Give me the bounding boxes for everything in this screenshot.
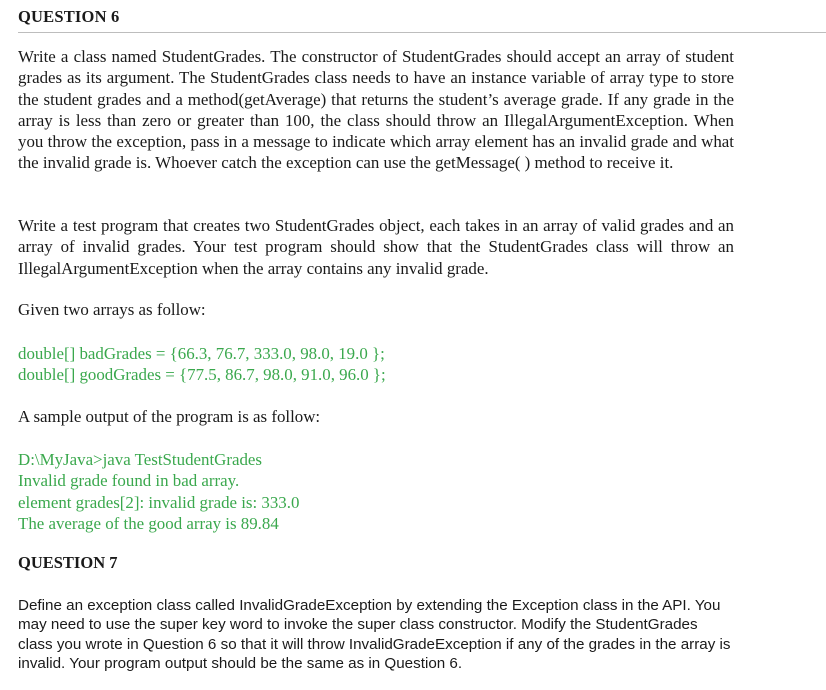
arrays-intro: Given two arrays as follow: (18, 300, 206, 319)
question-7-title: QUESTION 7 (18, 553, 118, 572)
code-block (18, 343, 734, 386)
sample-output-block (18, 449, 734, 534)
code-line-bad-grades: double[] badGrades = {66.3, 76.7, 333.0, 98.0, 19.0 }; (18, 344, 385, 363)
question-7-paragraph: Define an exception class called InvalidGradeException by extending the Exception class in the API. You may need to use the super key word to invoke the super class constructor. Modify the StudentGrades class you wrote in Question 6 so that it will throw InvalidGradeException if any of the grades in the array is invalid. Your program output should be the same as in Question 6. (18, 597, 731, 673)
code-line-good-grades: double[] goodGrades = {77.5, 86.7, 98.0, 91.0, 96.0 }; (18, 365, 386, 385)
output-line-average: The average of the good array is 89.84 (18, 513, 279, 533)
output-line-invalid-found: Invalid grade found in bad array. (18, 471, 240, 491)
question-6-title: QUESTION 6 (18, 0, 826, 33)
output-line-command: D:\MyJava>java TestStudentGrades (18, 450, 262, 469)
output-line-invalid-element: element grades[2]: invalid grade is: 333.0 (18, 492, 300, 512)
output-intro: A sample output of the program is as follow: (18, 407, 321, 426)
question-6-paragraph-1: Write a class named StudentGrades. The constructor of StudentGrades should accept an array of student grades as its argument. The StudentGrades class needs to have an instance variable of array type to store the student grades and a method(getAverage) that returns the student’s average grade. If any grade in the array is less than zero or greater than 100, the class should throw an IllegalArgumentException. When you throw the exception, pass in a message to indicate which array element has an invalid grade and what the invalid grade is. Whoever catch the exception can use the getMessage( ) method to receive it. (18, 47, 734, 173)
question-6-paragraph-2: Write a test program that creates two StudentGrades object, each takes in an array of valid grades and an array of invalid grades. Your test program should show that the StudentGrades class will throw an IllegalArgumentException when the array contains any invalid grade. (18, 216, 734, 278)
